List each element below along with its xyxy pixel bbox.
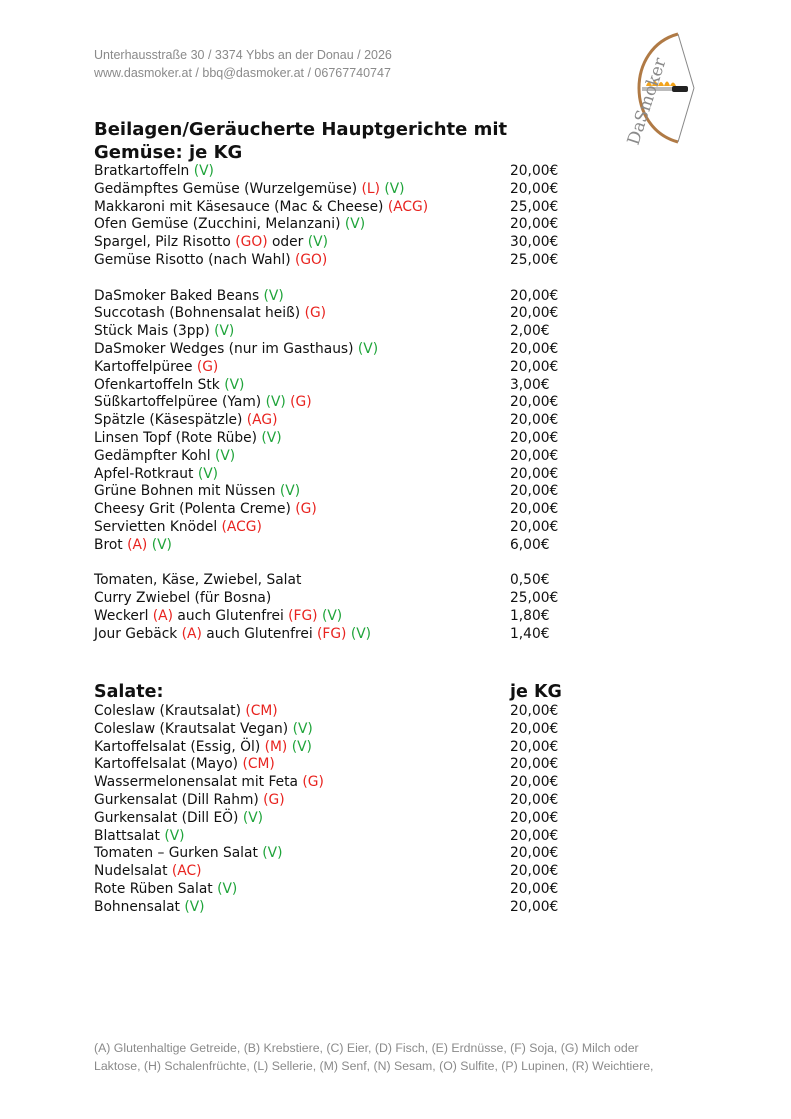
allergen-tag: (G) <box>302 774 324 791</box>
item-name: Apfel-Rotkraut <box>94 465 194 482</box>
item-price: 20,00€ <box>510 774 559 791</box>
logo-text: DaSmoker <box>623 55 671 148</box>
menu-item <box>94 774 574 792</box>
vegan-tag: (V) <box>193 163 214 179</box>
address-line: Unterhausstraße 30 / 3374 Ybbs an der Donau / 2026 <box>94 48 392 62</box>
item-note: auch Glutenfrei <box>206 625 313 642</box>
allergen-line-2: Laktose, (H) Schalenfrüchte, (L) Sellerie, (M) Senf, (N) Sesam, (O) Sulfite, (P) Lupinen, (R) Weichtiere, <box>94 1059 654 1073</box>
salate-title: Salate: <box>94 682 164 702</box>
menu-item <box>94 359 574 377</box>
vegan-tag: (V) <box>321 607 343 624</box>
vegan-tag: (V) <box>307 234 328 251</box>
item-name: Rote Rüben Salat <box>94 880 213 897</box>
allergen-tag: (GO) <box>294 251 328 268</box>
item-price: 20,00€ <box>510 180 559 197</box>
item-name: Bohnensalat <box>94 898 180 915</box>
salate-list <box>94 681 574 917</box>
allergen-footer <box>94 1039 714 1075</box>
item-name: Kartoffelpüree <box>94 358 193 375</box>
menu-item <box>94 739 574 757</box>
salate-unit: je KG <box>510 682 562 702</box>
vegan-tag: (V) <box>279 483 301 500</box>
menu-item <box>94 501 574 519</box>
menu-item <box>94 483 574 501</box>
item-name: Makkaroni mit Käsesauce (Mac & Cheese) <box>94 198 384 215</box>
vegan-tag: (V) <box>242 809 264 826</box>
allergen-tag: (ACG) <box>221 518 262 535</box>
item-price: 20,00€ <box>510 863 559 880</box>
item-name: Blattsalat <box>94 827 160 844</box>
contact-line: www.dasmoker.at / bbq@dasmoker.at / 06767740747 <box>94 66 391 80</box>
allergen-line-1: (A) Glutenhaltige Getreide, (B) Krebstiere, (C) Eier, (D) Fisch, (E) Erdnüsse, (F) Soja, (G) Milch oder <box>94 1041 639 1055</box>
item-note: oder <box>271 234 304 251</box>
vegan-tag: (V) <box>261 429 282 446</box>
item-price: 20,00€ <box>510 827 559 844</box>
item-price: 20,00€ <box>510 429 559 446</box>
item-name: Gurkensalat (Dill Rahm) <box>94 791 259 808</box>
beilagen-list <box>94 163 574 644</box>
item-name: Brot <box>94 536 123 553</box>
item-name: Bratkartoffeln <box>94 163 190 179</box>
vegan-tag: (V) <box>265 394 286 411</box>
vegan-tag: (V) <box>350 625 372 642</box>
item-price: 20,00€ <box>510 287 559 304</box>
menu-item <box>94 216 574 234</box>
allergen-tag: (G) <box>263 791 285 808</box>
item-name: Kartoffelsalat (Essig, Öl) <box>94 738 261 755</box>
allergen-tag: (M) <box>264 738 288 755</box>
item-name: Linsen Topf (Rote Rübe) <box>94 429 258 446</box>
item-price: 3,00€ <box>510 376 550 393</box>
menu-item <box>94 252 574 270</box>
menu-item <box>94 721 574 739</box>
item-price: 20,00€ <box>510 756 559 773</box>
item-name: Spargel, Pilz Risotto <box>94 234 231 251</box>
menu-item <box>94 626 574 644</box>
item-name: Süßkartoffelpüree (Yam) <box>94 394 262 411</box>
item-price: 20,00€ <box>510 518 559 535</box>
menu-item <box>94 341 574 359</box>
page-header <box>94 46 392 82</box>
item-price: 1,40€ <box>510 625 550 642</box>
menu-item <box>94 828 574 846</box>
item-price: 25,00€ <box>510 198 559 215</box>
item-price: 20,00€ <box>510 216 559 233</box>
item-price: 20,00€ <box>510 880 559 897</box>
menu-item <box>94 448 574 466</box>
menu-item <box>94 181 574 199</box>
vegan-tag: (V) <box>384 180 405 197</box>
bow-knife-flame-logo-icon <box>616 28 696 148</box>
item-name: Coleslaw (Krautsalat) <box>94 703 241 719</box>
item-price: 20,00€ <box>510 305 559 322</box>
vegan-tag: (V) <box>184 898 205 915</box>
vegan-tag: (V) <box>164 827 185 844</box>
menu-item <box>94 430 574 448</box>
item-name: Nudelsalat <box>94 863 168 880</box>
item-note: auch Glutenfrei <box>177 607 284 624</box>
group-spacer <box>94 555 574 573</box>
menu-item <box>94 199 574 217</box>
item-name: Spätzle (Käsespätzle) <box>94 412 243 429</box>
vegan-tag: (V) <box>262 845 283 862</box>
item-price: 25,00€ <box>510 251 559 268</box>
item-price: 20,00€ <box>510 412 559 429</box>
menu-item <box>94 845 574 863</box>
menu-item <box>94 412 574 430</box>
allergen-tag: (AG) <box>246 412 278 429</box>
vegan-tag: (V) <box>214 447 236 464</box>
item-name: Coleslaw (Krautsalat Vegan) <box>94 720 289 737</box>
vegan-tag: (V) <box>357 340 379 357</box>
item-price: 25,00€ <box>510 590 559 607</box>
allergen-tag: (AC) <box>171 863 202 880</box>
item-name: DaSmoker Wedges (nur im Gasthaus) <box>94 340 354 357</box>
menu-item <box>94 756 574 774</box>
menu-item <box>94 810 574 828</box>
item-name: Weckerl <box>94 607 149 624</box>
item-name: DaSmoker Baked Beans <box>94 287 260 304</box>
item-price: 20,00€ <box>510 358 559 375</box>
item-price: 20,00€ <box>510 340 559 357</box>
allergen-tag: (CM) <box>245 703 278 719</box>
allergen-tag: (GO) <box>235 234 268 251</box>
item-name: Gurkensalat (Dill EÖ) <box>94 809 239 826</box>
vegan-tag: (V) <box>224 376 245 393</box>
item-name: Gedämpfter Kohl <box>94 447 211 464</box>
item-name: Gemüse Risotto (nach Wahl) <box>94 251 291 268</box>
item-price: 20,00€ <box>510 447 559 464</box>
allergen-tag: (A) <box>127 536 148 553</box>
vegan-tag: (V) <box>344 216 366 233</box>
allergen-tag: (G) <box>290 394 312 411</box>
item-price: 2,00€ <box>510 323 550 340</box>
item-price: 20,00€ <box>510 738 559 755</box>
item-name: Tomaten, Käse, Zwiebel, Salat <box>94 572 302 589</box>
item-name: Cheesy Grit (Polenta Creme) <box>94 501 291 518</box>
vegan-tag: (V) <box>151 536 172 553</box>
menu-item <box>94 323 574 341</box>
menu-item <box>94 899 574 917</box>
item-price: 20,00€ <box>510 898 559 915</box>
menu-item <box>94 377 574 395</box>
item-price: 20,00€ <box>510 501 559 518</box>
item-price: 20,00€ <box>510 483 559 500</box>
vegan-tag: (V) <box>214 323 235 340</box>
allergen-tag: (FG) <box>317 625 347 642</box>
vegan-tag: (V) <box>217 880 238 897</box>
menu-item <box>94 519 574 537</box>
item-name: Gedämpftes Gemüse (Wurzelgemüse) <box>94 180 358 197</box>
menu-item <box>94 288 574 306</box>
dasmoker-logo <box>616 28 696 148</box>
menu-item <box>94 163 574 181</box>
allergen-tag: (G) <box>295 501 317 518</box>
allergen-tag: (ACG) <box>387 198 429 215</box>
menu-item <box>94 792 574 810</box>
item-price: 20,00€ <box>510 809 559 826</box>
item-price: 20,00€ <box>510 703 559 719</box>
allergen-tag: (A) <box>152 607 174 624</box>
item-name: Wassermelonensalat mit Feta <box>94 774 299 791</box>
item-name: Jour Gebäck <box>94 625 178 642</box>
item-name: Kartoffelsalat (Mayo) <box>94 756 239 773</box>
item-name: Tomaten – Gurken Salat <box>94 845 258 862</box>
item-price: 20,00€ <box>510 791 559 808</box>
menu-item <box>94 305 574 323</box>
allergen-tag: (L) <box>361 180 380 197</box>
menu-item <box>94 537 574 555</box>
section-title-beilagen: Beilagen/Geräucherte Hauptgerichte mit Gemüse: je KG <box>94 119 508 163</box>
allergen-tag: (G) <box>304 305 327 322</box>
item-price: 20,00€ <box>510 465 559 482</box>
menu-item <box>94 572 574 590</box>
vegan-tag: (V) <box>292 720 313 737</box>
section-title-salate <box>94 681 574 703</box>
item-price: 6,00€ <box>510 536 550 553</box>
item-name: Stück Mais (3pp) <box>94 323 210 340</box>
item-name: Ofenkartoffeln Stk <box>94 376 220 393</box>
item-name: Curry Zwiebel (für Bosna) <box>94 590 272 607</box>
menu-item <box>94 703 574 721</box>
item-price: 1,80€ <box>510 607 550 624</box>
menu-item <box>94 881 574 899</box>
menu-item <box>94 608 574 626</box>
allergen-tag: (G) <box>196 358 219 375</box>
item-price: 30,00€ <box>510 234 559 251</box>
item-name: Grüne Bohnen mit Nüssen <box>94 483 276 500</box>
group-spacer <box>94 270 574 288</box>
item-price: 0,50€ <box>510 572 550 589</box>
item-name: Servietten Knödel <box>94 518 218 535</box>
item-price: 20,00€ <box>510 394 559 411</box>
item-price: 20,00€ <box>510 163 559 179</box>
menu-item <box>94 394 574 412</box>
menu-item <box>94 466 574 484</box>
allergen-tag: (A) <box>181 625 202 642</box>
allergen-tag: (CM) <box>242 756 275 773</box>
menu-item <box>94 234 574 252</box>
menu-item <box>94 590 574 608</box>
item-price: 20,00€ <box>510 720 559 737</box>
menu-item <box>94 863 574 881</box>
allergen-tag: (FG) <box>288 607 318 624</box>
vegan-tag: (V) <box>291 738 312 755</box>
vegan-tag: (V) <box>197 465 219 482</box>
item-name: Ofen Gemüse (Zucchini, Melanzani) <box>94 216 341 233</box>
vegan-tag: (V) <box>263 287 284 304</box>
item-price: 20,00€ <box>510 845 559 862</box>
item-name: Succotash (Bohnensalat heiß) <box>94 305 301 322</box>
